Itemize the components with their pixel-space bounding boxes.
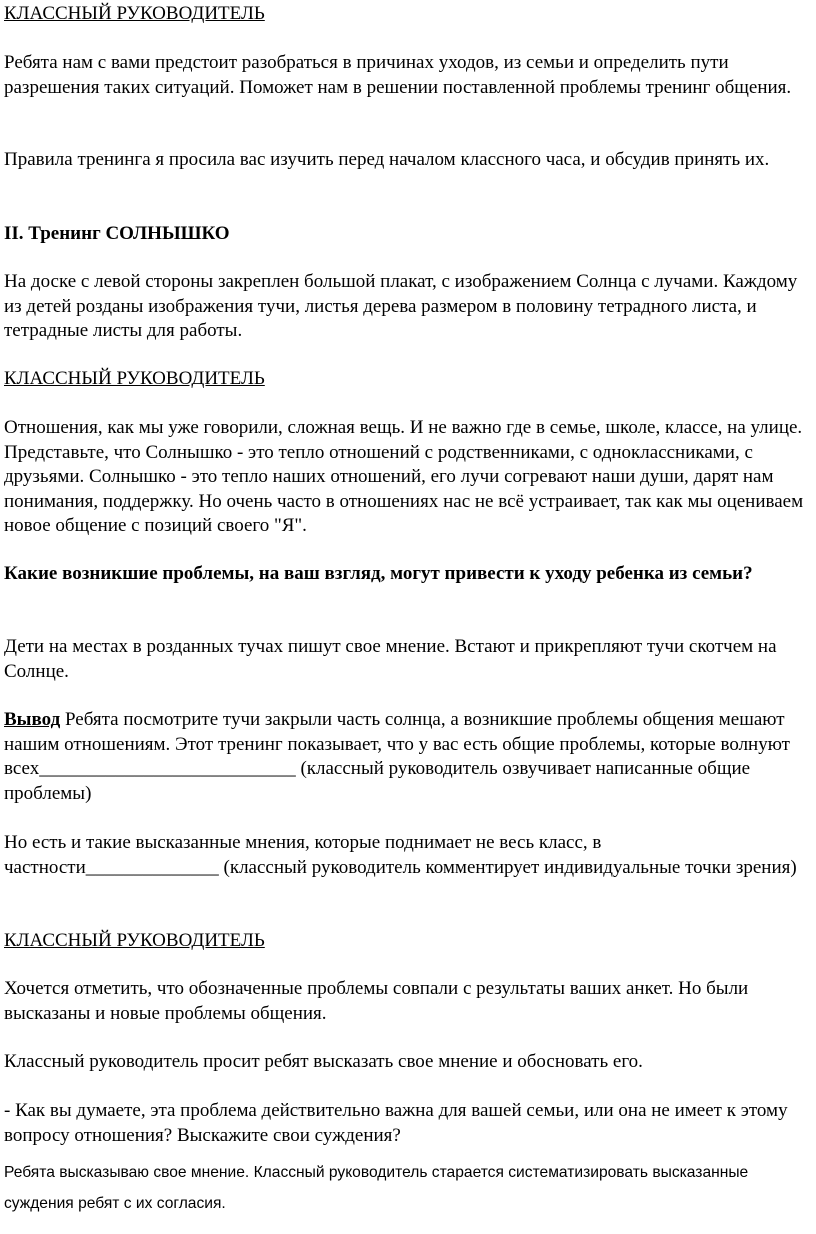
paragraph-individual: Но есть и такие высказанные мнения, которые поднимает не весь класс, в частности______________ (классный руководитель комментирует индивидуальные точки зрения) bbox=[4, 832, 797, 878]
conclusion-label: Вывод bbox=[4, 709, 61, 730]
section-title: II. Тренинг СОЛНЫШКО bbox=[4, 223, 230, 244]
paragraph-relations: Отношения, как мы уже говорили, сложная вещь. И не важно где в семье, школе, классе, на улице. Представьте, что Солнышко - это тепло отношений с родственниками, с одноклассниками, с друзьями. Солнышко - это тепло наших отношений, его лучи согревают наши души, дарят нам понимания, поддержку. Но очень часто в отношениях нас не всё устраивает, так как мы оцениваем новое общение с позиций своего "Я". bbox=[4, 417, 804, 536]
question-text: Какие возникшие проблемы, на ваш взгляд, могут привести к уходу ребенка из семьи? bbox=[4, 563, 753, 584]
paragraph-setup: На доске с левой стороны закреплен большой плакат, с изображением Солнца с лучами. Каждому из детей розданы изображения тучи, листья дерева размером в половину тетрадного листа, и тетрадные листы для работы. bbox=[4, 271, 798, 341]
paragraph-activity: Дети на местах в розданных тучах пишут свое мнение. Встают и прикрепляют тучи скотчем на Солнце. bbox=[4, 636, 777, 682]
paragraph-conclusion bbox=[4, 708, 810, 806]
paragraph-rules: Правила тренинга я просила вас изучить перед началом классного часа, и обсудив принять их. bbox=[4, 149, 770, 170]
paragraph-intro: Ребята нам с вами предстоит разобраться в причинах уходов, из семьи и определить пути разрешения таких ситуаций. Поможет нам в решении поставленной проблемы тренинг общения. bbox=[4, 52, 792, 98]
paragraph-survey: Хочется отметить, что обозначенные проблемы совпали с результаты ваших анкет. Но были высказаны и новые проблемы общения. bbox=[4, 978, 749, 1024]
paragraph-question: - Как вы думаете, эта проблема действительно важна для вашей семьи, или она не имеет к этому вопросу отношения? Выскажите свои суждения? bbox=[4, 1100, 788, 1146]
speaker-heading: КЛАССНЫЙ РУКОВОДИТЕЛЬ bbox=[4, 368, 265, 389]
conclusion-text: Ребята посмотрите тучи закрыли часть солнца, а возникшие проблемы общения мешают нашим отношениям. Этот тренинг показывает, что у вас есть общие проблемы, которые волнуют всех___________________________ (классный руководитель озвучивает написанные общие проблемы) bbox=[4, 709, 790, 804]
speaker-heading: КЛАССНЫЙ РУКОВОДИТЕЛЬ bbox=[4, 3, 265, 24]
paragraph-teacher-request: Классный руководитель просит ребят высказать свое мнение и обосновать его. bbox=[4, 1051, 643, 1072]
speaker-heading: КЛАССНЫЙ РУКОВОДИТЕЛЬ bbox=[4, 930, 265, 951]
paragraph-closing: Ребята высказываю свое мнение. Классный руководитель старается систематизировать высказанные суждения ребят с их согласия. bbox=[4, 1164, 749, 1212]
